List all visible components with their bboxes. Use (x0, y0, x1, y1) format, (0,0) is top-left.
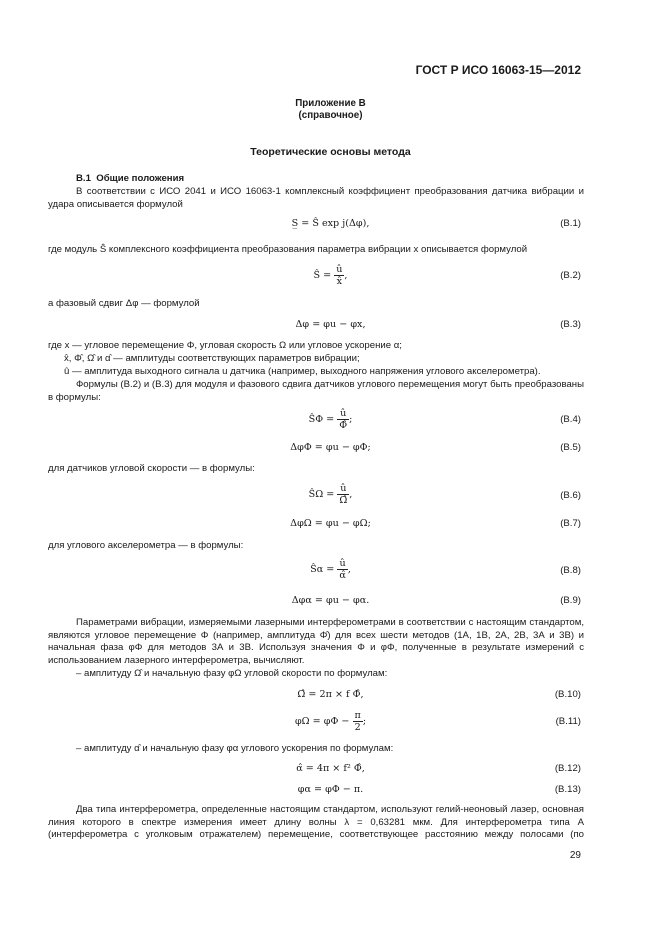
paragraph-velocity: для датчиков угловой скорости — в формулы: (48, 463, 255, 474)
where-line-1: где x — угловое перемещение Φ, угловая скорость Ω или угловое ускорение α; (48, 340, 402, 351)
equation-number-b10: (В.10) (554, 689, 581, 700)
equation-number-b3: (В.3) (560, 319, 581, 330)
section-title: Общие положения (96, 173, 185, 184)
equation-b10: Ω̂ = 2π × f Φ̂, (297, 689, 364, 700)
equation-number-b1: (В.1) (560, 218, 581, 229)
appendix-note: (справочное) (298, 110, 363, 121)
equation-number-b13: (В.13) (554, 784, 581, 795)
equation-number-b6: (В.6) (560, 490, 581, 501)
equation-number-b5: (В.5) (560, 442, 581, 453)
equation-b2: Ŝ = $\frac{û}{x̂}$ , (313, 264, 348, 287)
where-line-3: û — амплитуда выходного сигнала u датчика (например, выходного напряжения углового акселерометра). (64, 366, 541, 377)
equation-b12: α̂ = 4π × f² Φ̂, (296, 763, 365, 774)
paragraph-intro: В соответствии с ИСО 2041 и ИСО 16063-1 комплексный коэффициент преобразования датчика вибрации и удара описывается формулой (48, 186, 584, 210)
equation-b13: φα = φΦ − π. (297, 784, 364, 795)
equation-b6: ŜΩ = $\frac{û}{\Omegâ}$ , (308, 483, 353, 506)
dash-item-acceleration: – амплитуду α̂ и начальную фазу φα углового ускорения по формулам: (76, 743, 394, 754)
chapter-heading: Теоретические основы метода (250, 146, 411, 158)
page-number: 29 (569, 850, 581, 861)
section-heading (76, 173, 612, 186)
appendix-heading (0, 98, 661, 122)
paragraph-acceleration: для углового акселерометра — в формулы: (48, 540, 244, 551)
equation-number-b4: (В.4) (560, 414, 581, 425)
appendix-title: Приложение В (295, 98, 366, 109)
equation-b11: φΩ = φΦ − $\frac{\pi}{2}$ ; (294, 710, 367, 733)
equation-b5: ΔφΦ = φu − φΦ; (290, 442, 371, 453)
paragraph-interferometer: Два типа интерферометра, определенные настоящим стандартом, используют гелий-неоновый лазер, основная линия которого в спектре измерения имеет длину волны λ = 0,63281 мкм. Для интерферометра типа А (интерферометра с уголковым отражателем) перемещение, соответствующее расстоянию между полосами (по (48, 804, 584, 841)
standard-code: ГОСТ Р ИСО 16063-15—2012 (415, 63, 581, 77)
equation-b1: S̲ = Ŝ exp j(Δφ), (291, 218, 370, 229)
dash-item-velocity: – амплитуду Ω̂ и начальную фазу φΩ угловой скорости по формулам: (76, 668, 388, 679)
equation-b4: ŜΦ = $\frac{û}{\Phî}$ ; (308, 408, 353, 431)
equation-number-b12: (В.12) (554, 763, 581, 774)
equation-b7: ΔφΩ = φu − φΩ; (290, 518, 371, 529)
equation-b3: Δφ = φu − φx, (295, 319, 366, 330)
equation-number-b11: (В.11) (555, 716, 581, 727)
paragraph-displacement: Формулы (В.2) и (В.3) для модуля и фазового сдвига датчиков углового перемещения могут быть преобразованы в формулы: (48, 379, 584, 403)
equation-number-b9: (В.9) (560, 595, 581, 606)
section-number: В.1 (76, 173, 91, 184)
equation-number-b7: (В.7) (560, 518, 581, 529)
paragraph-phase: а фазовый сдвиг Δφ — формулой (48, 298, 200, 309)
equation-number-b2: (В.2) (560, 270, 581, 281)
paragraph-parameters: Параметрами вибрации, измеряемыми лазерными интерферометрами в соответствии с настоящим стандартом, являются угловое перемещение Φ (например, амплитуда Φ̂) для всех шести методов (1А, 1В, 2А, 2В, 3А и 3В) и начальная фаза φΦ для методов 3А и 3В. Используя значения Φ и φΦ, полученные в результате измерений с использованием лазерного интерферометра, вычисляют. (48, 617, 584, 666)
equation-number-b8: (В.8) (560, 565, 581, 576)
where-line-2: x̂, Φ̂, Ω̂ и α̂ — амплитуды соответствующих параметров вибрации; (64, 353, 360, 364)
paragraph-modulus: где модуль Ŝ комплексного коэффициента преобразования параметра вибрации x описывается формулой (48, 244, 528, 255)
equation-b8: Ŝα = $\frac{û}{\alphâ}$ , (310, 558, 351, 581)
equation-b9: Δφα = φu − φα. (291, 595, 370, 606)
